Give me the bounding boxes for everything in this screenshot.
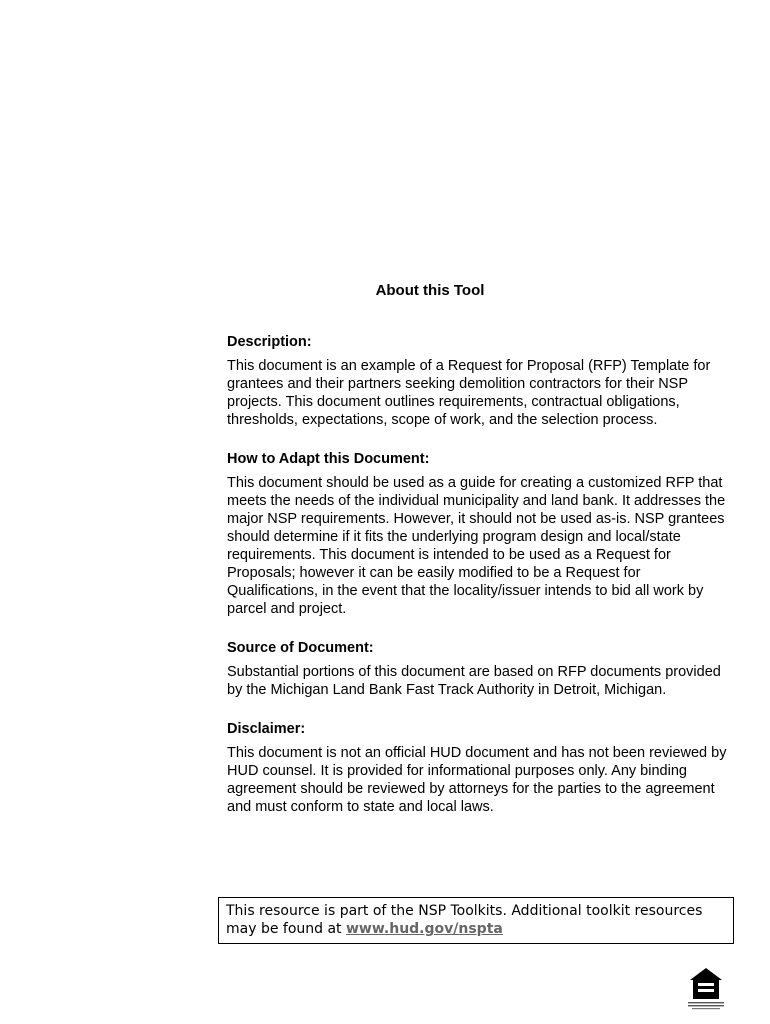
resource-link[interactable]: www.hud.gov/nspta: [346, 921, 503, 937]
section-body: This document is not an official HUD document and has not been reviewed by HUD counsel. It is provided for informational purposes only. Any binding agreement should be reviewed by attorneys for the parties to the agreement and must conform to state and local laws.: [227, 745, 727, 815]
section-heading: Source of Document:: [227, 640, 374, 656]
section-heading: How to Adapt this Document:: [227, 451, 430, 467]
resource-text: This resource is part of the NSP Toolkits. Additional toolkit resources may be found at: [226, 903, 703, 937]
resource-box: [218, 897, 734, 944]
section-disclaimer: [227, 721, 727, 816]
section-body: This document is an example of a Request for Proposal (RFP) Template for grantees and their partners seeking demolition contractors for their NSP projects. This document outlines requirements, contractual obligations, thresholds, expectations, scope of work, and the selection process.: [227, 358, 711, 428]
page-title: About this Tool: [375, 282, 485, 299]
section-source: [227, 640, 727, 699]
equal-housing-opportunity-icon: [688, 966, 724, 1010]
section-heading: Description:: [227, 334, 312, 350]
section-how-to-adapt: [227, 451, 727, 618]
section-body: This document should be used as a guide for creating a customized RFP that meets the needs of the individual municipality and land bank. It addresses the major NSP requirements. However, it should not be used as-is. NSP grantees should determine if it fits the underlying program design and local/state requirements. This document is intended to be used as a Request for Proposals; however it can be easily modified to be a Request for Qualifications, in the event that the locality/issuer intends to bid all work by parcel and project.: [227, 475, 726, 617]
document-content: [227, 334, 727, 838]
section-description: [227, 334, 727, 429]
section-heading: Disclaimer:: [227, 721, 306, 737]
section-body: Substantial portions of this document are based on RFP documents provided by the Michigan Land Bank Fast Track Authority in Detroit, Michigan.: [227, 664, 721, 698]
